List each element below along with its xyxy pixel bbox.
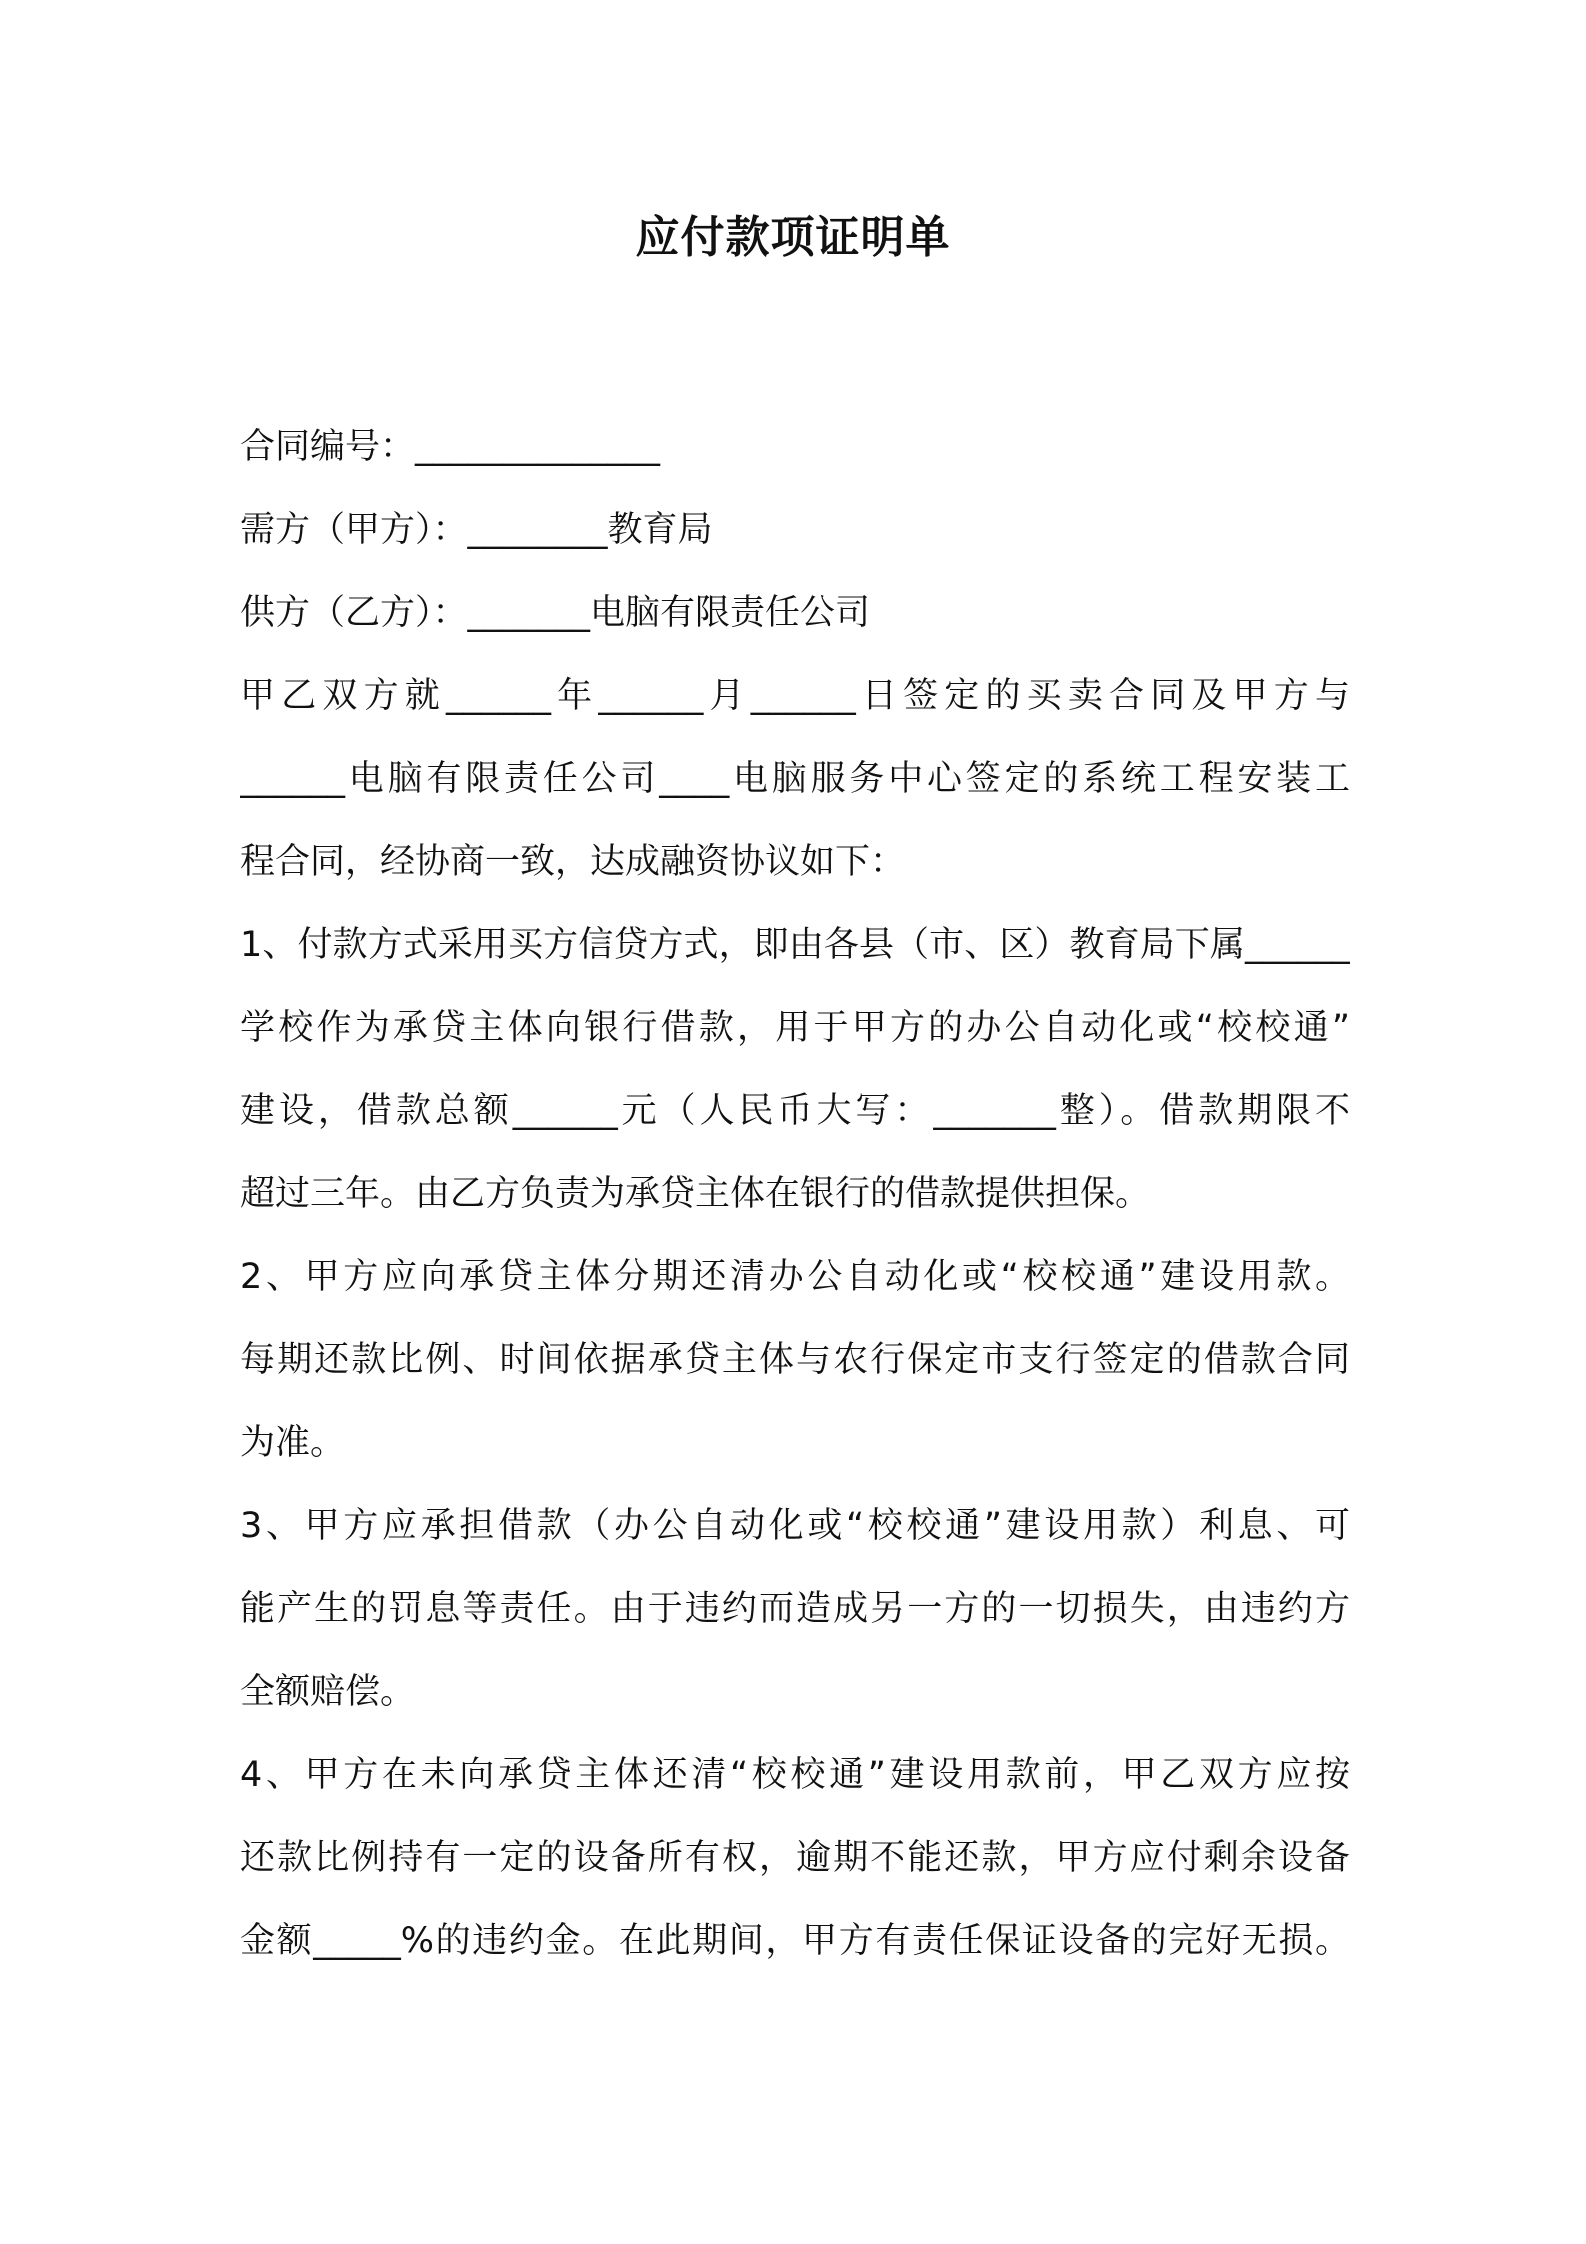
intro-line-1: 甲乙双方就______年______月______日签定的买卖合同及甲方与 [240, 676, 1350, 716]
clause-2-line-2: 每期还款比例、时间依据承贷主体与农行保定市支行签定的借款合同 [240, 1340, 1350, 1380]
clause-3-line-1: 3、甲方应承担借款（办公自动化或“校校通”建设用款）利息、可 [240, 1506, 1350, 1546]
intro-line-2: ______电脑有限责任公司____电脑服务中心签定的系统工程安装工 [240, 759, 1350, 799]
clause-3-line-2: 能产生的罚息等责任。由于违约而造成另一方的一切损失，由违约方 [240, 1589, 1350, 1629]
document-title: 应付款项证明单 [635, 212, 951, 263]
document-body [240, 406, 1350, 1983]
intro-line-3: 程合同，经协商一致，达成融资协议如下： [240, 842, 906, 882]
clause-1-line-3: 建设，借款总额______元（人民币大写：_______整）。借款期限不 [240, 1091, 1350, 1131]
clause-2-line-3: 为准。 [240, 1423, 346, 1463]
clause-1-line-1: 1、付款方式采用买方信贷方式，即由各县（市、区）教育局下属______ [240, 925, 1350, 965]
clause-4-line-3: 金额_____%的违约金。在此期间，甲方有责任保证设备的完好无损。 [240, 1921, 1350, 1961]
contract-number-line: 合同编号：______________ [240, 427, 661, 467]
clause-2-line-1: 2、甲方应向承贷主体分期还清办公自动化或“校校通”建设用款。 [240, 1257, 1350, 1297]
clause-3-line-3: 全额赔偿。 [240, 1672, 416, 1712]
supplier-line: 供方（乙方）：_______电脑有限责任公司 [240, 593, 871, 633]
clause-1-line-4: 超过三年。由乙方负责为承贷主体在银行的借款提供担保。 [240, 1174, 1151, 1214]
buyer-line: 需方（甲方）：________教育局 [240, 510, 713, 550]
clause-1-line-2: 学校作为承贷主体向银行借款，用于甲方的办公自动化或“校校通” [240, 1008, 1350, 1048]
clause-4-line-1: 4、甲方在未向承贷主体还清“校校通”建设用款前，甲乙双方应按 [240, 1755, 1350, 1795]
clause-4-line-2: 还款比例持有一定的设备所有权，逾期不能还款，甲方应付剩余设备 [240, 1838, 1350, 1878]
